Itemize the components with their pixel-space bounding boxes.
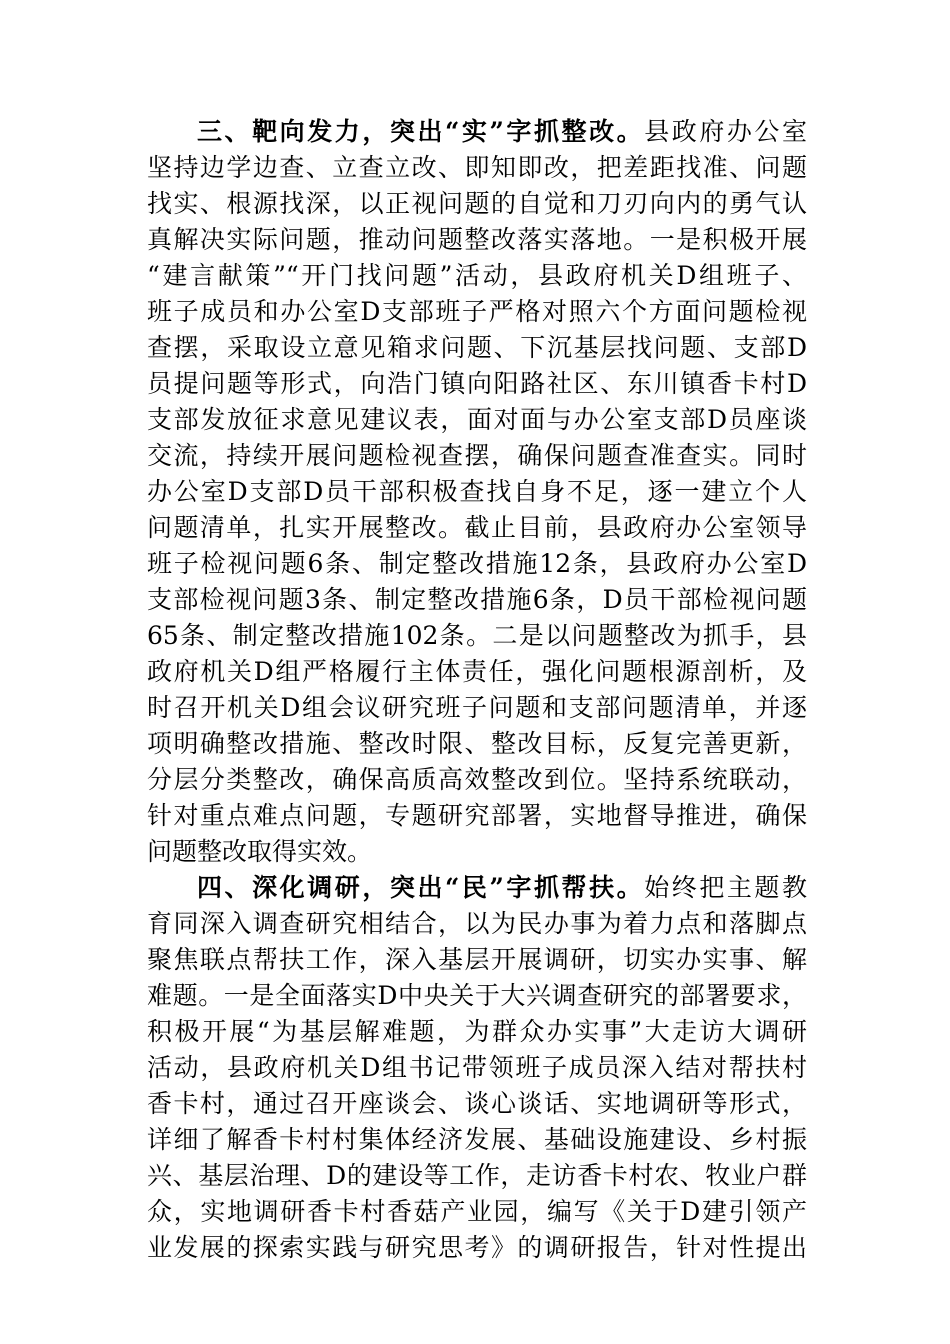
text-line: 聚焦联点帮扶工作，深入基层开展调研，切实办实事、解 xyxy=(147,945,807,974)
text-line: 业发展的探索实践与研究思考》的调研报告，针对性提出 xyxy=(147,1233,807,1262)
paragraph-first-line xyxy=(147,114,807,150)
text-line: 众，实地调研香卡村香菇产业园，编写《关于D建引领产 xyxy=(147,1197,807,1226)
text-line: 始终把主题教 xyxy=(644,873,807,902)
text-line: 65条、制定整改措施102条。二是以问题整改为抓手，县 xyxy=(147,621,807,650)
section-heading-research: 四、深化调研，突出“民”字抓帮扶。 xyxy=(197,873,645,902)
text-line: 真解决实际问题，推动问题整改落实落地。一是积极开展 xyxy=(147,225,807,254)
text-line: 兴、基层治理、D的建设等工作，走访香卡村农、牧业户群 xyxy=(147,1161,807,1190)
document-body xyxy=(147,114,807,1266)
paragraph-rectification xyxy=(147,114,807,870)
text-line: 政府机关D组严格履行主体责任，强化问题根源剖析，及 xyxy=(147,657,807,686)
text-line: 员提问题等形式，向浩门镇向阳路社区、东川镇香卡村D xyxy=(147,369,807,398)
text-line: 难题。一是全面落实D中央关于大兴调查研究的部署要求， xyxy=(147,981,807,1010)
text-line: 支部检视问题3条、制定整改措施6条，D员干部检视问题 xyxy=(147,585,807,614)
text-line: 找实、根源找深，以正视问题的自觉和刀刃向内的勇气认 xyxy=(147,189,807,218)
text-line: 详细了解香卡村村集体经济发展、基础设施建设、乡村振 xyxy=(147,1125,807,1154)
text-line: 办公室D支部D员干部积极查找自身不足，逐一建立个人 xyxy=(147,477,807,506)
text-line: 坚持边学边查、立查立改、即知即改，把差距找准、问题 xyxy=(147,153,807,182)
text-line: 交流，持续开展问题检视查摆，确保问题查准查实。同时 xyxy=(147,441,807,470)
text-line: 分层分类整改，确保高质高效整改到位。坚持系统联动， xyxy=(147,765,807,794)
text-line: 问题清单，扎实开展整改。截止目前，县政府办公室领导 xyxy=(147,513,807,542)
section-heading-rectification: 三、靶向发力，突出“实”字抓整改。 xyxy=(197,117,645,146)
paragraph-research xyxy=(147,870,807,1266)
text-line: 积极开展“为基层解难题，为群众办实事”大走访大调研 xyxy=(147,1017,807,1046)
text-line: 香卡村，通过召开座谈会、谈心谈话、实地调研等形式， xyxy=(147,1089,807,1118)
text-line: 查摆，采取设立意见箱求问题、下沉基层找问题、支部D xyxy=(147,333,807,362)
text-line: 支部发放征求意见建议表，面对面与办公室支部D员座谈 xyxy=(147,405,807,434)
text-line: 班子成员和办公室D支部班子严格对照六个方面问题检视 xyxy=(147,297,807,326)
text-line: 问题整改取得实效。 xyxy=(147,837,373,866)
text-line: 项明确整改措施、整改时限、整改目标，反复完善更新， xyxy=(147,729,807,758)
text-line: 育同深入调查研究相结合，以为民办事为着力点和落脚点 xyxy=(147,909,807,938)
text-line: 活动，县政府机关D组书记带领班子成员深入结对帮扶村 xyxy=(147,1053,807,1082)
paragraph-first-line xyxy=(147,870,807,906)
text-line: “建言献策”“开门找问题”活动，县政府机关D组班子、 xyxy=(147,261,807,290)
text-line: 班子检视问题6条、制定整改措施12条，县政府办公室D xyxy=(147,549,807,578)
text-line: 时召开机关D组会议研究班子问题和支部问题清单，并逐 xyxy=(147,693,807,722)
text-line: 针对重点难点问题，专题研究部署，实地督导推进，确保 xyxy=(147,801,807,830)
text-line: 县政府办公室 xyxy=(644,117,807,146)
